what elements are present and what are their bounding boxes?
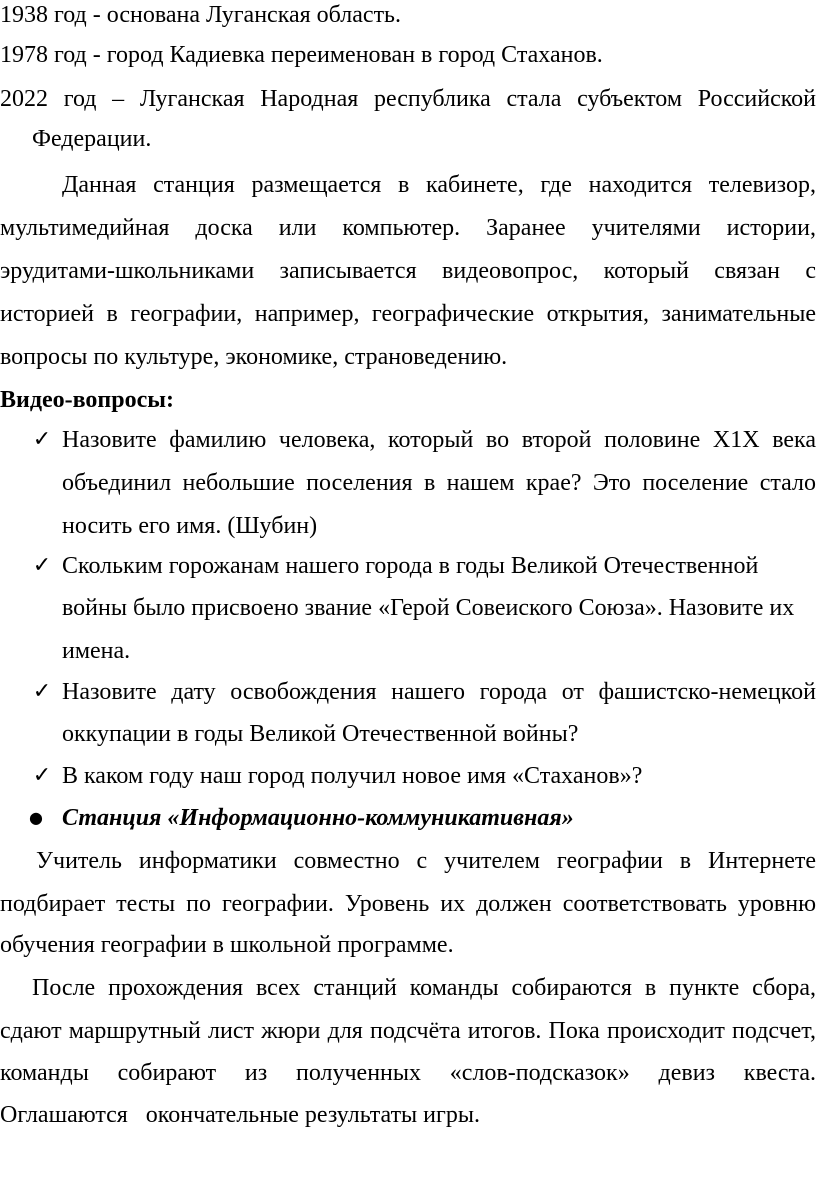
description-line-2: мультимедийная доска или компьютер. Заранее учителями истории, bbox=[0, 215, 816, 241]
question-1-line-3: носить его имя. (Шубин) bbox=[62, 513, 318, 539]
station-heading: Станция «Информационно-коммуникативная» bbox=[62, 805, 574, 831]
final-line-1: После прохождения всех станций команды собираются в пункте сбора, bbox=[32, 975, 816, 1001]
timeline-line-3: 2022 год – Луганская Народная республика стала субъектом Российской bbox=[0, 86, 816, 112]
question-2-line-1: Скольким горожанам нашего города в годы Великой Отечественной bbox=[62, 553, 759, 579]
checkmark-icon: ✓ bbox=[32, 553, 52, 578]
description-line-5: вопросы по культуре, экономике, страноведению. bbox=[0, 344, 508, 370]
description-line-1: Данная станция размещается в кабинете, где находится телевизор, bbox=[62, 172, 816, 198]
question-1-line-1: Назовите фамилию человека, который во второй половине Х1Х века bbox=[62, 427, 816, 453]
station-info-line-1: Учитель информатики совместно с учителем географии в Интернете bbox=[36, 848, 816, 874]
station-info-line-2: подбирает тесты по географии. Уровень их должен соответствовать уровню bbox=[0, 891, 816, 917]
question-3-line-1: Назовите дату освобождения нашего города от фашистско-немецкой bbox=[62, 679, 816, 705]
timeline-line-2: 1978 год - город Кадиевка переименован в город Стаханов. bbox=[0, 42, 603, 68]
question-3-line-2: оккупации в годы Великой Отечественной войны? bbox=[62, 721, 579, 747]
final-line-3: команды собирают из полученных «слов-подсказок» девиз квеста. bbox=[0, 1060, 816, 1086]
bullet-icon: ● bbox=[29, 808, 43, 827]
question-1-line-2: объединил небольшие поселения в нашем крае? Это поселение стало bbox=[62, 470, 816, 496]
question-2-line-2: войны было присвоено звание «Герой Совеиского Союза». Назовите их bbox=[62, 595, 795, 621]
final-line-2: сдают маршрутный лист жюри для подсчёта итогов. Пока происходит подсчет, bbox=[0, 1018, 816, 1044]
video-questions-heading: Видео-вопросы: bbox=[0, 387, 174, 413]
description-line-4: историей в географии, например, географические открытия, занимательные bbox=[0, 301, 816, 327]
checkmark-icon: ✓ bbox=[32, 763, 52, 788]
question-4-line-1: В каком году наш город получил новое имя «Стаханов»? bbox=[62, 763, 643, 789]
checkmark-icon: ✓ bbox=[32, 679, 52, 704]
station-info-line-3: обучения географии в школьной программе. bbox=[0, 932, 454, 958]
timeline-line-1: 1938 год - основана Луганская область. bbox=[0, 2, 402, 28]
checkmark-icon: ✓ bbox=[32, 427, 52, 452]
timeline-line-4: Федерации. bbox=[32, 126, 152, 152]
description-line-3: эрудитами-школьниками записывается видеовопрос, который связан с bbox=[0, 258, 816, 284]
question-2-line-3: имена. bbox=[62, 638, 131, 664]
final-line-4: Оглашаются окончательные результаты игры. bbox=[0, 1102, 480, 1128]
